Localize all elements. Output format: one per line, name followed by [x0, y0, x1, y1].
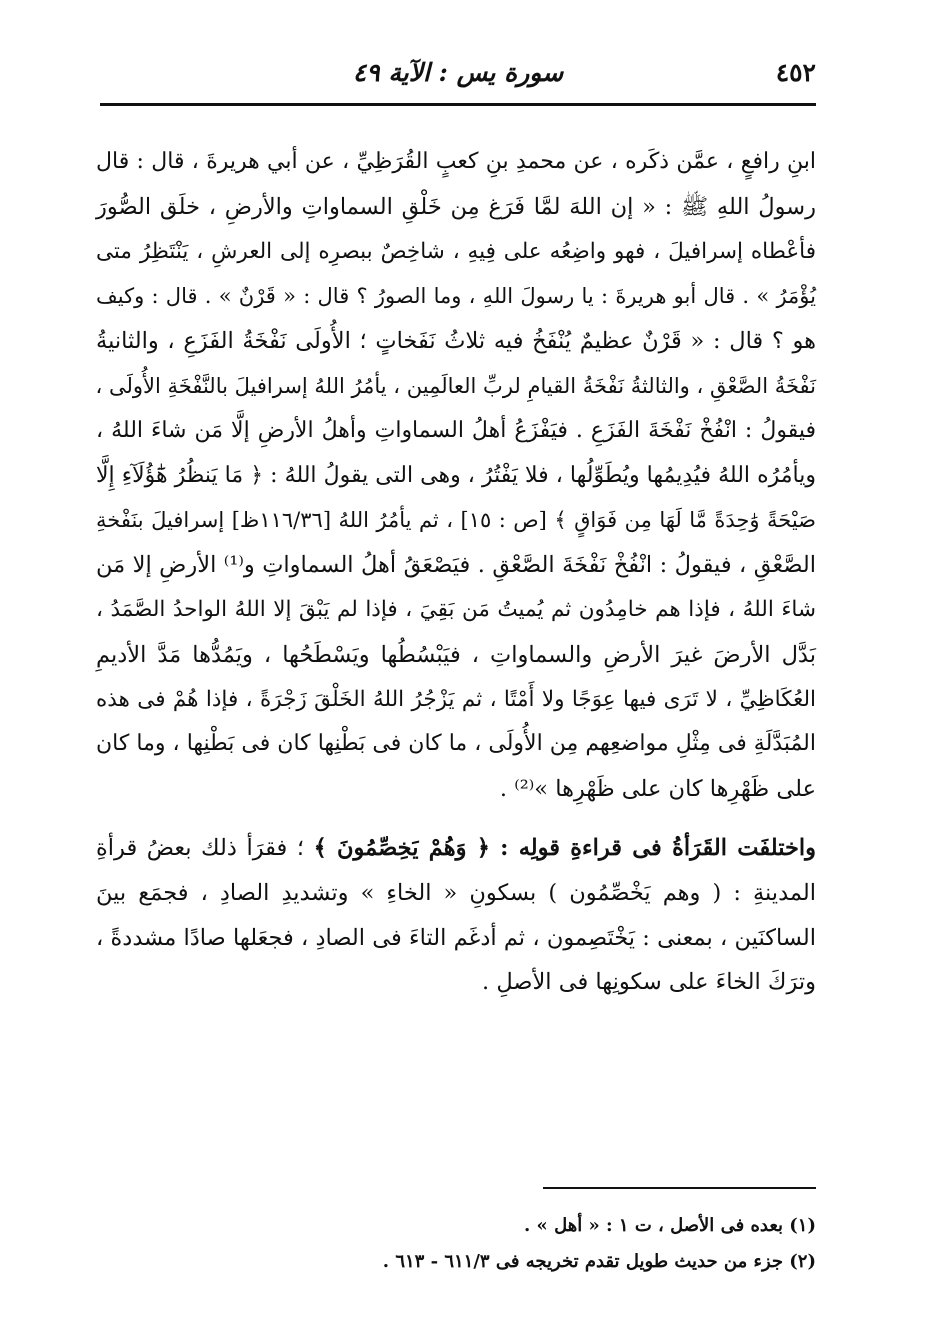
- paragraph-hadith: [96, 140, 816, 812]
- running-title: سورة يس : الآية ٤٩: [352, 58, 564, 87]
- text-line: رسولُ اللهِ ﷺ : « إن اللهَ لمَّا فَرَغ مِن خَلْقِ السماواتِ والأرضِ ، خلَق الصُّورَ: [96, 193, 816, 220]
- text-line: نَفْخَةُ الصَّعْقِ ، والثالثةُ نَفْخَةُ القيامِ لربِّ العالَمِين ، يأمُرُ اللهُ إسرافيلَ بالنَّفْخَةِ الأُولَى ،: [95, 373, 816, 398]
- text-line: ويأمُرُه اللهُ فيُدِيمُها ويُطَوِّلُها ، فلا يَفْتُرُ ، وهى التى يقولُ اللهُ : ﴿ مَا يَنظُرُ هَٰٓؤُلَآءِ إِلَّا: [96, 462, 816, 488]
- lead-line-rest: ؛ فقرَأ ذلك بعضُ قرأةِ: [96, 834, 314, 861]
- page-number: ٤٥٢: [775, 58, 816, 87]
- text-line: وترَكَ الخاءَ على سكونِها فى الأصلِ .: [482, 969, 816, 996]
- footnote-divider: [543, 1187, 816, 1189]
- text-line: يُؤْمَرُ » . قال أبو هريرةَ : يا رسولَ اللهِ ، وما الصورُ ؟ قال : « قَرْنٌ » . قال : وكيف: [96, 284, 816, 309]
- text-line: الساكنَين ، بمعنى : يَخْتَصِمون ، ثم أدغَم التاءَ فى الصادِ ، فجعَلها صادًا مشددةً ،: [96, 924, 816, 951]
- text-line: شاءَ اللهُ ، فإذا هم خامِدُون ثم يُميتُ مَن بَقِيَ ، فإذا لم يَبْقَ إلا اللهُ الواحدُ الصَّمَدُ ،: [96, 596, 816, 622]
- text-line: فأعْطاه إسرافيلَ ، فهو واضِعُه على فِيهِ ، شاخِصٌ ببصرِه إلى العرشِ ، يَنْتَظِرُ متى: [96, 238, 816, 264]
- text-line: فيقولُ : انْفُخْ نَفْخَةَ الفَزَعِ . فيَفْزَعُ أهلُ السماواتِ وأهلُ الأرضِ إلَّا مَن شاءَ اللهُ ،: [96, 417, 816, 443]
- footnote-1: (١) بعده فى الأصل ، ت ١ : « أهل » .: [524, 1215, 816, 1236]
- footnotes: [100, 1208, 816, 1280]
- text-line: الصَّعْقِ ، فيقولُ : انْفُخْ نَفْخَةَ الصَّعْقِ . فيَصْعَقُ أهلُ السماواتِ و⁽¹⁾ الأرضِ إلا مَن: [96, 552, 816, 579]
- text-line: المدينةِ : ( وهم يَخْصِّمُون ) بسكونِ « الخاءِ » وتشديدِ الصادِ ، فجمَع بينَ: [96, 879, 816, 906]
- paragraph-spacer: [96, 812, 816, 826]
- paragraph-readings: [96, 826, 816, 1005]
- text-line: [96, 826, 816, 871]
- text-line: المُبَدَّلَةِ فى مِثْلِ مواضعِهم مِن الأُولَى ، ما كان فى بَطْنِها كان فى بَطْنِها ، وما كان: [96, 731, 816, 757]
- text-line: على ظَهْرِها كان على ظَهْرِها »⁽²⁾ .: [499, 776, 816, 803]
- footnote-2: (٢) جزء من حديث طويل تقدم تخريجه فى ٦١١/٣ - ٦١٣ .: [382, 1251, 816, 1272]
- text-line: العُكَاظِيِّ ، لا تَرَى فيها عِوَجًا ولا أَمْتًا ، ثم يَزْجُرُ اللهُ الخَلْقَ زَجْرَةً ، فإذا هُمْ فى هذه: [96, 686, 816, 712]
- text-line: ابنِ رافعٍ ، عمَّن ذكَره ، عن محمدِ بنِ كعبٍ القُرَظِيِّ ، عن أبي هريرةَ ، قال : قال: [96, 149, 816, 174]
- text-line: بَدَّل الأرضَ غيرَ الأرضِ والسماواتِ ، فيَبْسُطُها ويَسْطَحُها ، ويَمُدُّها مَدَّ الأديمِ: [96, 641, 816, 668]
- paragraph-lead: واختلفَت القَرَأةُ فى قراءةِ قولِه : ﴿ وَهُمْ يَخِصِّمُونَ ﴾: [313, 834, 817, 861]
- page-header: [100, 50, 816, 98]
- text-line: هو ؟ قال : « قَرْنٌ عظيمٌ يُنْفَخُ فيه ثلاثُ نَفَخاتٍ ؛ الأُولَى نَفْخَةُ الفَزَعِ ، والثانيةُ: [96, 328, 816, 355]
- main-text: [96, 140, 816, 1005]
- text-line: صَيْحَةً وَٰحِدَةً مَّا لَهَا مِن فَوَاقٍ ﴾ [ص : ١٥] ، ثم يأمُرُ اللهُ [١١٦/٣٦ظ] إسرافيلَ بنَفْخةِ: [96, 508, 817, 533]
- header-divider: [100, 103, 816, 106]
